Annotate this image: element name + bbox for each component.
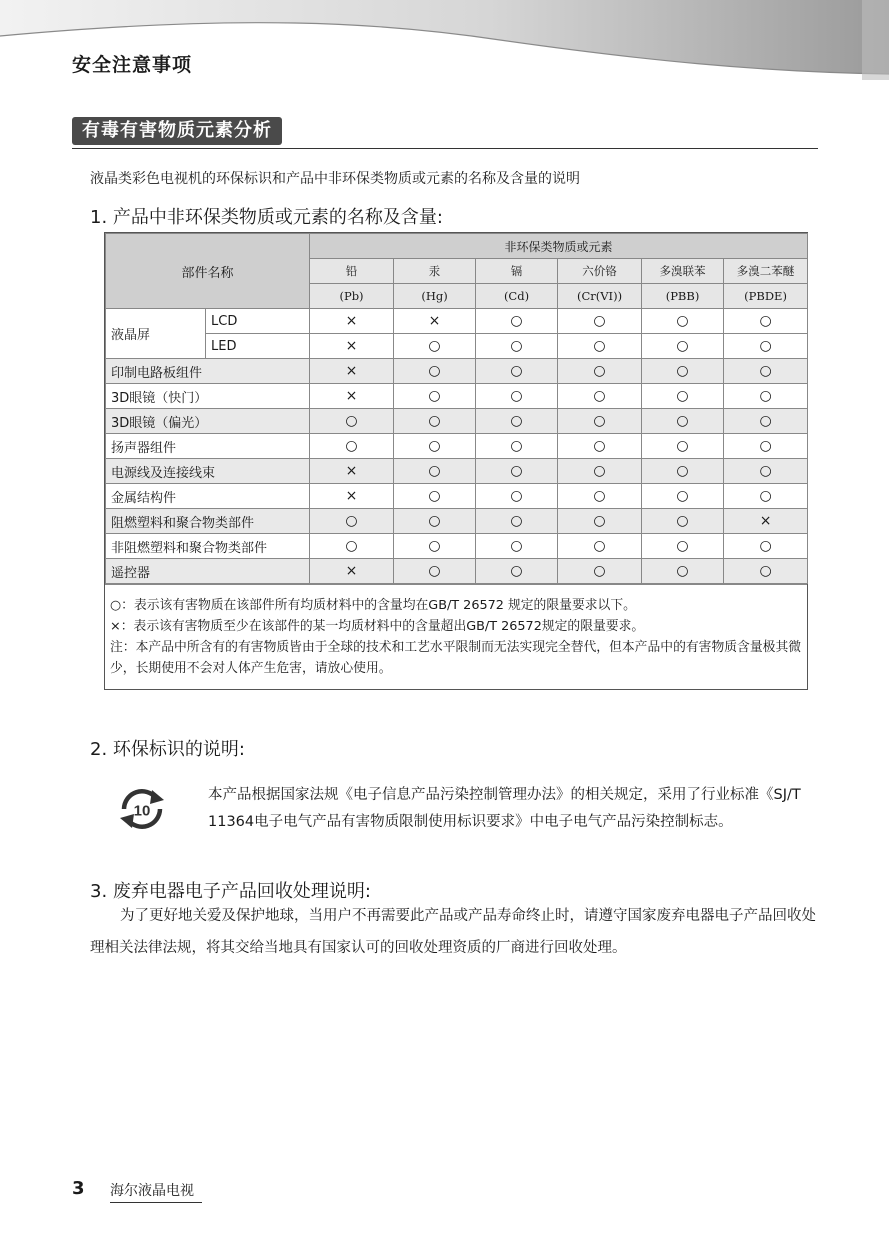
mark-cell: ○ [394,409,476,434]
row-part-name: 非阻燃塑料和聚合物类部件 [106,534,310,559]
mark-cell: ○ [642,409,724,434]
table-row [106,409,808,434]
eco-label-description: 本产品根据国家法规《电子信息产品污染控制管理办法》的相关规定，采用了行业标准《SJ/T 11364电子电气产品有害物质限制使用标识要求》中电子电气产品污染控制标志。 [208,787,801,830]
row-part-name: 扬声器组件 [106,434,310,459]
substance-name: 多溴联苯 [642,259,724,284]
page-header-title: 安全注意事项 [72,54,193,76]
row-part-name: 遥控器 [106,559,310,584]
mark-cell: ○ [476,359,558,384]
mark-cell: × [310,459,394,484]
table-row [106,484,808,509]
mark-cell: ○ [724,334,808,359]
part-name-header: 部件名称 [106,234,310,309]
mark-cell: ○ [642,559,724,584]
row-part-name: 印制电路板组件 [106,359,310,384]
mark-cell: ○ [476,409,558,434]
mark-cell: ○ [476,534,558,559]
mark-cell: ○ [394,359,476,384]
mark-cell: ○ [476,434,558,459]
substance-name: 铅 [310,259,394,284]
row-part-name: 金属结构件 [106,484,310,509]
table-row [106,459,808,484]
mark-cell: ○ [476,509,558,534]
substance-symbol: (PBB) [642,284,724,309]
table-row [106,534,808,559]
mark-cell: ○ [558,459,642,484]
mark-cell: ○ [476,309,558,334]
mark-cell: ○ [476,384,558,409]
table-row [106,434,808,459]
epup-10-logo-icon [116,786,168,832]
substance-symbol: (Hg) [394,284,476,309]
mark-cell: ○ [310,409,394,434]
mark-cell: ○ [558,559,642,584]
mark-cell: ○ [724,484,808,509]
substance-symbol: (Cd) [476,284,558,309]
substance-group-header: 非环保类物质或元素 [310,234,808,259]
mark-cell: ○ [394,384,476,409]
mark-cell: ○ [558,384,642,409]
mark-cell: ○ [558,359,642,384]
mark-cell: ○ [476,459,558,484]
mark-cell: × [310,359,394,384]
note-circle-meaning: ○：表示该有害物质在该部件所有均质材料中的含量均在GB/T 26572 规定的限量要求以下。 [110,598,636,613]
logo-number: 10 [133,802,151,820]
mark-cell: ○ [310,509,394,534]
mark-cell: × [310,559,394,584]
table-row [106,359,808,384]
substance-name: 六价铬 [558,259,642,284]
mark-cell: ○ [724,534,808,559]
table-row [106,309,808,334]
mark-cell: × [724,509,808,534]
mark-cell: ○ [476,559,558,584]
subsection-2-title: 2. 环保标识的说明: [90,739,245,760]
mark-cell: ○ [310,534,394,559]
substance-name: 镉 [476,259,558,284]
mark-cell: ○ [642,334,724,359]
mark-cell: ○ [394,534,476,559]
mark-cell: ○ [394,434,476,459]
subsection-1-title: 1. 产品中非环保类物质或元素的名称及含量: [90,207,443,228]
mark-cell: × [394,309,476,334]
mark-cell: ○ [394,559,476,584]
mark-cell: ○ [394,459,476,484]
mark-cell: ○ [642,459,724,484]
mark-cell: ○ [558,484,642,509]
section-divider [72,148,818,149]
mark-cell: × [310,309,394,334]
row-part-name: 电源线及连接线束 [106,459,310,484]
mark-cell: ○ [642,509,724,534]
table-row [106,384,808,409]
mark-cell: ○ [310,434,394,459]
section-title: 有毒有害物质元素分析 [72,117,282,145]
mark-cell: ○ [642,359,724,384]
recycling-description: 为了更好地关爱及保护地球，当用户不再需要此产品或产品寿命终止时，请遵守国家废弃电器电子产品回收处理相关法律法规，将其交给当地具有国家认可的回收处理资质的厂商进行回收处理。 [90,908,816,956]
mark-cell: ○ [394,484,476,509]
mark-cell: × [310,384,394,409]
mark-cell: × [310,334,394,359]
mark-cell: ○ [724,459,808,484]
mark-cell: ○ [476,484,558,509]
mark-cell: ○ [724,559,808,584]
lcd-group-label: 液晶屏 [106,309,206,359]
note-remark: 注：本产品中所含有的有害物质皆由于全球的技术和工艺水平限制而无法实现完全替代，但本产品中的有害物质含量极其微少，长期使用不会对人体产生危害，请放心使用。 [110,640,802,676]
mark-cell: ○ [724,434,808,459]
subsection-3-title: 3. 废弃电器电子产品回收处理说明: [90,881,371,902]
mark-cell: ○ [558,309,642,334]
substance-name: 汞 [394,259,476,284]
section-intro: 液晶类彩色电视机的环保标识和产品中非环保类物质或元素的名称及含量的说明 [90,171,580,187]
table-row [106,509,808,534]
row-part-name: LED [206,334,310,359]
substance-symbol: (Pb) [310,284,394,309]
table-row [106,559,808,584]
substance-name: 多溴二苯醚 [724,259,808,284]
mark-cell: ○ [642,534,724,559]
mark-cell: ○ [724,309,808,334]
row-part-name: 阻燃塑料和聚合物类部件 [106,509,310,534]
hazardous-substance-table [104,232,808,690]
row-part-name: 3D眼镜（偏光） [106,409,310,434]
mark-cell: ○ [476,334,558,359]
mark-cell: ○ [558,534,642,559]
row-part-name: 3D眼镜（快门） [106,384,310,409]
mark-cell: ○ [558,434,642,459]
row-part-name: LCD [206,309,310,334]
page-number: 3 [72,1178,85,1199]
substance-symbol: (PBDE) [724,284,808,309]
mark-cell: ○ [558,334,642,359]
mark-cell: ○ [558,509,642,534]
mark-cell: ○ [394,509,476,534]
mark-cell: ○ [724,409,808,434]
mark-cell: ○ [558,409,642,434]
footer-brand: 海尔液晶电视 [110,1180,202,1203]
mark-cell: ○ [394,334,476,359]
mark-cell: ○ [724,384,808,409]
note-cross-meaning: ×：表示该有害物质至少在该部件的某一均质材料中的含量超出GB/T 26572规定的限量要求。 [110,619,645,634]
mark-cell: ○ [642,384,724,409]
substance-symbol: (Cr(VI)) [558,284,642,309]
mark-cell: ○ [724,359,808,384]
mark-cell: ○ [642,309,724,334]
table-row [106,334,808,359]
mark-cell: ○ [642,434,724,459]
mark-cell: ○ [642,484,724,509]
table-notes [105,584,807,679]
mark-cell: × [310,484,394,509]
